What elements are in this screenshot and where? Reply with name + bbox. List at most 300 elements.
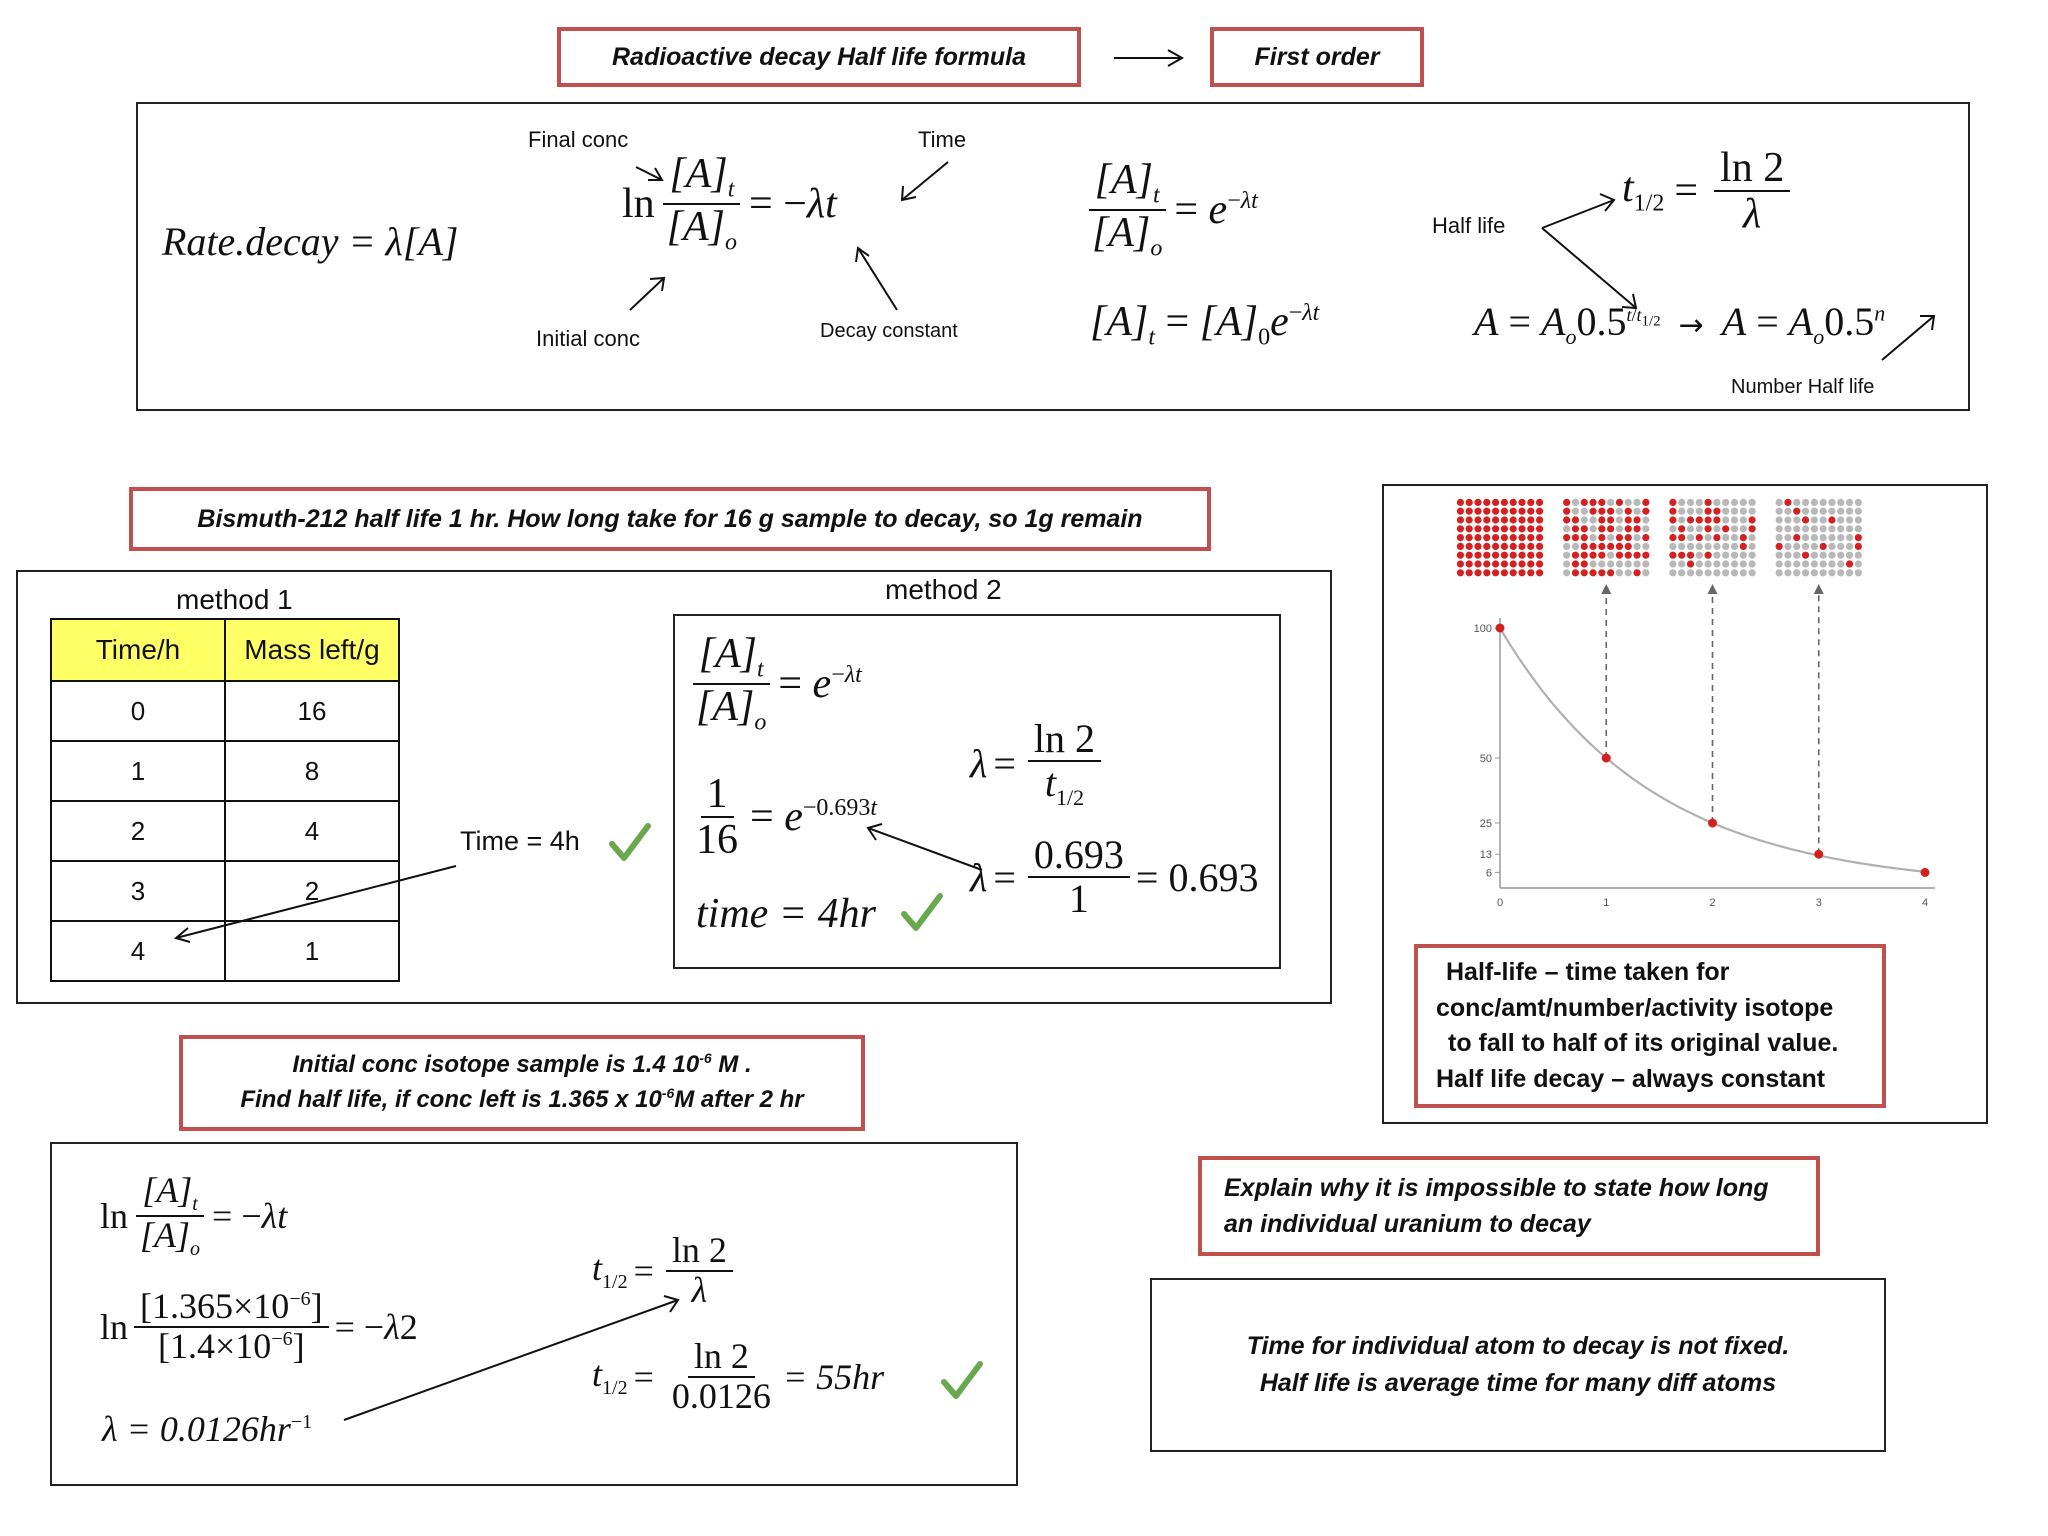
atom-undecayed-dot [1501,508,1508,515]
atom-decayed-dot [1731,552,1738,559]
atom-undecayed-dot [1474,508,1481,515]
atom-undecayed-dot [1581,534,1588,541]
atom-undecayed-dot [1536,508,1543,515]
atom-decayed-dot [1740,569,1747,576]
atom-decayed-dot [1696,560,1703,567]
atom-undecayed-dot [1527,525,1534,532]
atom-decayed-dot [1563,552,1570,559]
atom-decayed-dot [1625,499,1632,506]
atom-decayed-dot [1642,516,1649,523]
atom-decayed-dot [1793,543,1800,550]
atom-decayed-dot [1837,560,1844,567]
atom-undecayed-dot [1687,560,1694,567]
final-conc-label: Final conc [528,127,629,152]
atom-decayed-dot [1687,525,1694,532]
atom-decayed-dot [1855,560,1862,567]
table-row: 0 16 [51,681,399,741]
atom-undecayed-dot [1483,552,1490,559]
atom-decayed-dot [1696,543,1703,550]
atom-undecayed-dot [1705,508,1712,515]
atom-decayed-dot [1811,525,1818,532]
x-tick-label: 2 [1709,897,1716,909]
atom-undecayed-dot [1589,499,1596,506]
atom-decayed-dot [1731,508,1738,515]
atom-decayed-dot [1625,569,1632,576]
method2-label: method 2 [885,574,1002,605]
atom-undecayed-dot [1776,543,1783,550]
atom-decayed-dot [1793,499,1800,506]
order-label: First order [1254,42,1380,71]
atom-undecayed-dot [1483,534,1490,541]
atom-decayed-dot [1749,552,1756,559]
atom-undecayed-dot [1457,552,1464,559]
table-row: 3 2 [51,861,399,921]
atom-undecayed-dot [1713,516,1720,523]
atom-undecayed-dot [1642,534,1649,541]
atom-undecayed-dot [1678,534,1685,541]
atom-decayed-dot [1793,525,1800,532]
atom-undecayed-dot [1510,499,1517,506]
atom-undecayed-dot [1527,569,1534,576]
atom-undecayed-dot [1492,516,1499,523]
atom-decayed-dot [1589,560,1596,567]
atom-decayed-dot [1820,569,1827,576]
check-icon [608,820,652,864]
x-tick-label: 1 [1603,897,1610,909]
atom-undecayed-dot [1625,525,1632,532]
q2-half-life-result: $t_{1/2}$ = $\frac{\ln 2}{0.0126}$ = 55hr [592,1336,885,1416]
atom-undecayed-dot [1483,525,1490,532]
atom-undecayed-dot [1828,516,1835,523]
atom-undecayed-dot [1492,552,1499,559]
atom-undecayed-dot [1669,534,1676,541]
atom-decayed-dot [1784,508,1791,515]
atom-undecayed-dot [1572,552,1579,559]
atom-decayed-dot [1749,508,1756,515]
x-tick-label: 0 [1496,897,1504,909]
atom-undecayed-dot [1589,508,1596,515]
atom-undecayed-dot [1510,534,1517,541]
atom-undecayed-dot [1474,543,1481,550]
q2-lambda-result: $\lambda = 0.0126hr^{-1}$ [102,1409,313,1449]
lambda-definition: λ = $\frac{\ln 2}{t_{1/2}}$ [970,718,1107,809]
atom-decayed-dot [1820,499,1827,506]
atom-decayed-dot [1837,569,1844,576]
lambda-pointer-arrow [858,820,988,880]
atom-undecayed-dot [1616,534,1623,541]
guide-arrow-head [1601,584,1611,594]
atom-undecayed-dot [1581,525,1588,532]
atom-undecayed-dot [1501,552,1508,559]
atom-undecayed-dot [1607,516,1614,523]
definition-box [1414,944,1886,1108]
atom-decayed-dot [1696,569,1703,576]
atom-undecayed-dot [1820,543,1827,550]
atom-undecayed-dot [1510,508,1517,515]
atom-undecayed-dot [1510,516,1517,523]
atom-undecayed-dot [1510,569,1517,576]
method2-result: time = 4hr [696,891,876,937]
atom-decayed-dot [1616,516,1623,523]
atom-undecayed-dot [1563,499,1570,506]
atom-undecayed-dot [1846,560,1853,567]
atom-decayed-dot [1837,525,1844,532]
atom-decayed-dot [1740,499,1747,506]
atom-undecayed-dot [1536,543,1543,550]
atom-undecayed-dot [1669,499,1676,506]
atom-undecayed-dot [1802,516,1809,523]
atom-decayed-dot [1749,560,1756,567]
definition-line2: conc/amt/number/activity isotope [1436,993,1834,1022]
half-life-equation: $t_{1/2}$ = $\frac{\ln 2}{\lambda}$ [1622,146,1796,236]
atom-undecayed-dot [1607,508,1614,515]
atom-undecayed-dot [1536,534,1543,541]
atom-undecayed-dot [1625,534,1632,541]
atom-decayed-dot [1731,569,1738,576]
atom-undecayed-dot [1642,499,1649,506]
check-icon [940,1358,984,1402]
number-half-life-equation: $A = A_o0.5^{t/t_{1/2}} \to A = A_o0.5^n$ [1474,299,1886,349]
atom-undecayed-dot [1572,560,1579,567]
atom-decayed-dot [1669,560,1676,567]
atom-undecayed-dot [1457,543,1464,550]
exponential-equation: $\frac{[A]_t}{[A]_o}$ = $e^{-\lambda t}$ [1086,158,1258,261]
atom-undecayed-dot [1696,534,1703,541]
atom-decayed-dot [1837,543,1844,550]
atom-undecayed-dot [1492,534,1499,541]
lambda-value: = 0.693 [1135,854,1259,900]
atom-undecayed-dot [1518,552,1525,559]
atom-undecayed-dot [1501,516,1508,523]
atom-decayed-dot [1776,560,1783,567]
atom-undecayed-dot [1581,552,1588,559]
atom-decayed-dot [1633,499,1640,506]
atom-decayed-dot [1820,534,1827,541]
atom-decayed-dot [1678,543,1685,550]
explain-answer-box [1150,1278,1886,1452]
atom-undecayed-dot [1749,525,1756,532]
atom-decayed-dot [1828,508,1835,515]
data-point [1921,868,1930,877]
atom-undecayed-dot [1536,560,1543,567]
atom-undecayed-dot [1466,499,1473,506]
atom-decayed-dot [1642,569,1649,576]
atom-decayed-dot [1846,525,1853,532]
log-equation: ln $\frac{[A]_t}{[A]_o}$ = −λt [622,151,837,255]
atom-decayed-dot [1722,552,1729,559]
atom-decayed-dot [1828,569,1835,576]
atom-decayed-dot [1607,560,1614,567]
atom-undecayed-dot [1625,552,1632,559]
atom-undecayed-dot [1713,508,1720,515]
atom-undecayed-dot [1483,508,1490,515]
atom-undecayed-dot [1669,516,1676,523]
atom-decayed-dot [1802,543,1809,550]
atom-decayed-dot [1722,560,1729,567]
atom-decayed-dot [1837,534,1844,541]
atom-undecayed-dot [1510,560,1517,567]
atom-decayed-dot [1740,516,1747,523]
atom-decayed-dot [1784,552,1791,559]
explain-answer-line1: Time for individual atom to decay is not fixed. [1246,1331,1790,1360]
atom-undecayed-dot [1527,534,1534,541]
atom-undecayed-dot [1501,499,1508,506]
atom-decayed-dot [1607,534,1614,541]
x-tick-label: 3 [1815,897,1822,909]
atom-undecayed-dot [1633,569,1640,576]
atom-undecayed-dot [1740,534,1747,541]
atom-decayed-dot [1705,560,1712,567]
atom-undecayed-dot [1705,552,1712,559]
y-tick-label: 100 [1473,623,1492,635]
atom-undecayed-dot [1696,516,1703,523]
y-tick-label: 13 [1479,849,1492,862]
atom-decayed-dot [1811,499,1818,506]
atom-decayed-dot [1837,552,1844,559]
definition-line3: to fall to half of its original value. [1448,1029,1839,1057]
atom-undecayed-dot [1589,569,1596,576]
check-icon [900,890,944,934]
atom-undecayed-dot [1855,543,1862,550]
atom-undecayed-dot [1527,552,1534,559]
atom-decayed-dot [1749,569,1756,576]
atom-decayed-dot [1598,560,1605,567]
atom-undecayed-dot [1705,499,1712,506]
atom-undecayed-dot [1518,569,1525,576]
atom-decayed-dot [1669,543,1676,550]
atom-undecayed-dot [1518,516,1525,523]
half-life-chart [1420,490,1960,920]
atom-undecayed-dot [1749,516,1756,523]
atom-undecayed-dot [1474,569,1481,576]
atom-decayed-dot [1846,499,1853,506]
atom-undecayed-dot [1527,499,1534,506]
y-tick-label: 25 [1479,818,1492,830]
atom-undecayed-dot [1642,508,1649,515]
explain-question-line2: an individual uranium to decay [1224,1210,1591,1238]
atom-undecayed-dot [1678,525,1685,532]
atom-undecayed-dot [1510,552,1517,559]
atom-decayed-dot [1589,516,1596,523]
atom-undecayed-dot [1527,516,1534,523]
atom-decayed-dot [1846,552,1853,559]
atom-undecayed-dot [1510,525,1517,532]
atom-decayed-dot [1828,560,1835,567]
atom-decayed-dot [1687,569,1694,576]
atom-undecayed-dot [1572,516,1579,523]
atom-decayed-dot [1784,525,1791,532]
atom-decayed-dot [1776,525,1783,532]
atom-decayed-dot [1633,560,1640,567]
x-tick-label: 4 [1921,897,1929,909]
atom-decayed-dot [1828,525,1835,532]
atom-undecayed-dot [1501,560,1508,567]
atom-decayed-dot [1616,525,1623,532]
atom-decayed-dot [1846,508,1853,515]
atom-undecayed-dot [1466,508,1473,515]
atom-decayed-dot [1642,560,1649,567]
atom-undecayed-dot [1563,534,1570,541]
arrow-right-icon [1112,46,1188,70]
decay-constant-label: Decay constant [820,320,958,342]
atom-decayed-dot [1784,534,1791,541]
atom-undecayed-dot [1492,508,1499,515]
atom-decayed-dot [1713,560,1720,567]
atom-undecayed-dot [1466,534,1473,541]
atom-decayed-dot [1572,499,1579,506]
atom-decayed-dot [1633,534,1640,541]
atom-undecayed-dot [1466,525,1473,532]
atom-undecayed-dot [1607,543,1614,550]
method2-exponential: $\frac{[A]_t}{[A]_o}$ = $e^{-\lambda t}$ [690,632,862,735]
atom-decayed-dot [1607,499,1614,506]
atom-decayed-dot [1731,543,1738,550]
atom-decayed-dot [1784,560,1791,567]
time-answer: Time = 4h [460,826,580,856]
atom-decayed-dot [1855,516,1862,523]
atom-decayed-dot [1740,560,1747,567]
atom-undecayed-dot [1563,508,1570,515]
atom-undecayed-dot [1687,516,1694,523]
atom-decayed-dot [1696,552,1703,559]
atom-undecayed-dot [1598,525,1605,532]
y-tick-label: 50 [1479,753,1492,765]
explain-answer-line2: Half life is average time for many diff atoms [1259,1369,1777,1397]
explain-question-line1: Explain why it is impossible to state how long [1224,1173,1769,1202]
atom-decayed-dot [1784,569,1791,576]
atom-undecayed-dot [1501,543,1508,550]
atom-decayed-dot [1828,499,1835,506]
atom-undecayed-dot [1466,569,1473,576]
atom-undecayed-dot [1474,552,1481,559]
atom-undecayed-dot [1501,525,1508,532]
atom-decayed-dot [1855,499,1862,506]
atom-undecayed-dot [1589,552,1596,559]
atom-decayed-dot [1678,508,1685,515]
atom-decayed-dot [1828,552,1835,559]
question2-line2: Find half life, if conc left is 1.365 x 10 [240,1086,662,1113]
atom-undecayed-dot [1466,516,1473,523]
data-point [1496,624,1505,633]
table-row: 2 4 [51,801,399,861]
atom-decayed-dot [1642,525,1649,532]
number-half-life-label: Number Half life [1731,376,1875,398]
atom-undecayed-dot [1492,560,1499,567]
atom-undecayed-dot [1669,552,1676,559]
atom-undecayed-dot [1598,569,1605,576]
atom-undecayed-dot [1572,534,1579,541]
question2-box: Initial conc isotope sample is 1.4 $10^{-6}$ M . Find half life, if conc left is 1.365 x $10^{-6}M$ after 2 hr [179,1035,865,1131]
data-point [1814,850,1823,859]
atom-undecayed-dot [1598,543,1605,550]
atom-decayed-dot [1678,560,1685,567]
order-box [1210,27,1424,87]
atom-decayed-dot [1722,534,1729,541]
atom-decayed-dot [1722,543,1729,550]
question1-text: Bismuth-212 half life 1 hr. How long take for 16 g sample to decay, so 1g remain [197,504,1143,533]
atom-decayed-dot [1696,499,1703,506]
atom-undecayed-dot [1625,516,1632,523]
atom-undecayed-dot [1474,516,1481,523]
atom-decayed-dot [1572,543,1579,550]
atom-decayed-dot [1820,516,1827,523]
atom-decayed-dot [1563,525,1570,532]
q2-half-life-formula: $t_{1/2}$ = $\frac{\ln 2}{\lambda}$ [592,1232,739,1310]
atom-undecayed-dot [1581,560,1588,567]
atom-decayed-dot [1687,534,1694,541]
atom-decayed-dot [1811,560,1818,567]
atom-decayed-dot [1811,543,1818,550]
atom-decayed-dot [1616,569,1623,576]
atom-decayed-dot [1793,560,1800,567]
atom-decayed-dot [1731,534,1738,541]
atom-decayed-dot [1563,543,1570,550]
atom-decayed-dot [1820,508,1827,515]
atom-decayed-dot [1705,543,1712,550]
atom-undecayed-dot [1563,516,1570,523]
atom-decayed-dot [1563,569,1570,576]
atom-undecayed-dot [1536,525,1543,532]
atom-undecayed-dot [1466,552,1473,559]
atom-decayed-dot [1776,499,1783,506]
atom-decayed-dot [1855,508,1862,515]
atom-undecayed-dot [1483,499,1490,506]
atom-decayed-dot [1846,534,1853,541]
data-point [1602,754,1611,763]
atom-decayed-dot [1811,552,1818,559]
question2-line1: Initial conc isotope sample is 1.4 10 [292,1051,700,1079]
table-pointer-arrow [160,856,470,946]
atom-undecayed-dot [1527,508,1534,515]
atom-decayed-dot [1616,508,1623,515]
atom-decayed-dot [1846,569,1853,576]
atom-undecayed-dot [1598,499,1605,506]
atom-decayed-dot [1846,543,1853,550]
definition-line1: Half-life – time taken for [1446,958,1730,986]
atom-undecayed-dot [1572,569,1579,576]
atom-decayed-dot [1820,552,1827,559]
atom-decayed-dot [1687,543,1694,550]
atom-undecayed-dot [1474,499,1481,506]
q2-substitution: ln $\frac{[1.365\times 10^{-6}]}{[1.4\times 10^{-6}]}$ = −λ2 [100,1286,418,1366]
time-label: Time [918,127,967,152]
atom-undecayed-dot [1598,534,1605,541]
atom-decayed-dot [1776,534,1783,541]
atom-undecayed-dot [1518,534,1525,541]
atom-decayed-dot [1793,516,1800,523]
method2-substitution: $\frac{1}{16}$ = $e^{-0.693t}$ [696,771,878,864]
atom-undecayed-dot [1492,569,1499,576]
atom-decayed-dot [1589,525,1596,532]
atom-decayed-dot [1846,516,1853,523]
atom-undecayed-dot [1581,499,1588,506]
title-box [557,27,1081,87]
atom-decayed-dot [1811,516,1818,523]
atom-decayed-dot [1669,569,1676,576]
atom-decayed-dot [1678,516,1685,523]
atom-decayed-dot [1696,525,1703,532]
atom-decayed-dot [1705,569,1712,576]
atom-decayed-dot [1837,508,1844,515]
atom-decayed-dot [1705,534,1712,541]
atom-undecayed-dot [1633,516,1640,523]
atom-undecayed-dot [1855,534,1862,541]
atom-decayed-dot [1837,516,1844,523]
atom-undecayed-dot [1607,525,1614,532]
atom-decayed-dot [1837,499,1844,506]
atom-undecayed-dot [1722,525,1729,532]
atom-undecayed-dot [1589,543,1596,550]
